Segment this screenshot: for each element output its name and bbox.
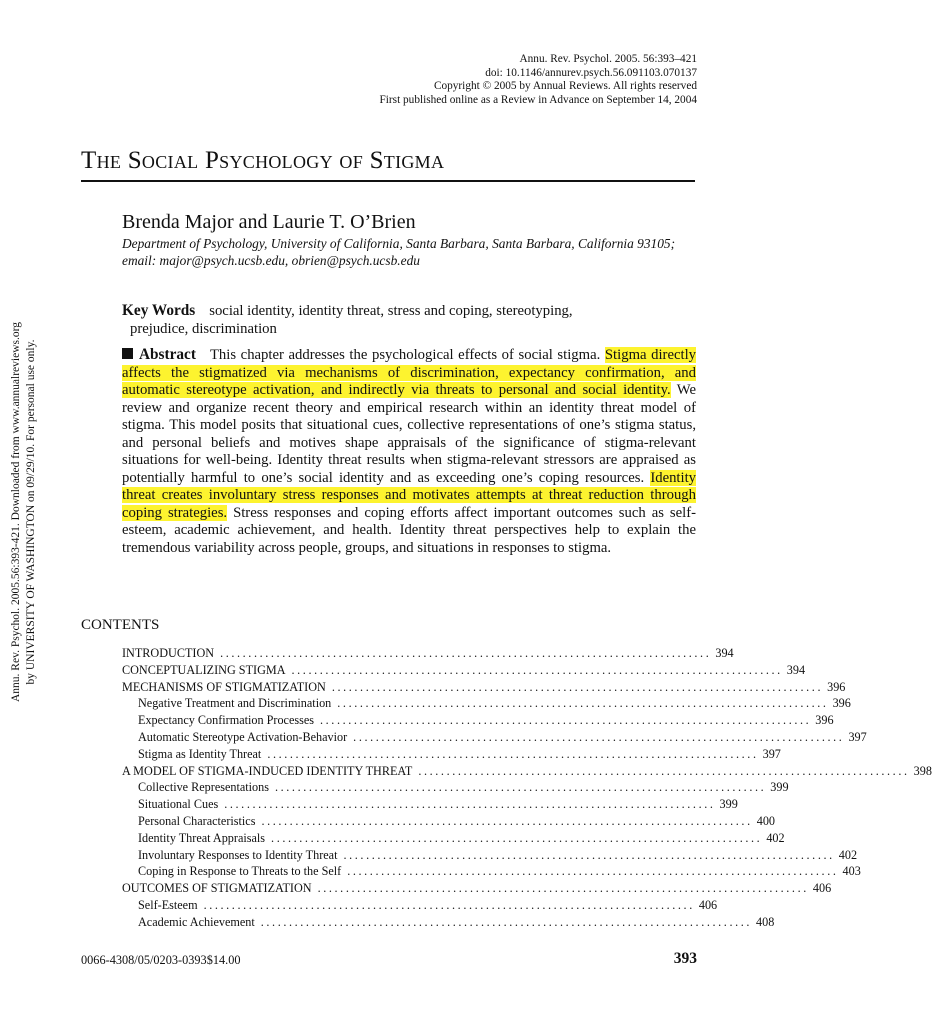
abstract-highlight-1: Stigma directly affects the stigmatized via mechanisms of discrimination, expectancy confirmation, and automatic stereotype activation, and indirectly via threats to personal and social identity. xyxy=(122,347,696,398)
keywords-label: Key Words xyxy=(122,302,196,319)
toc-entry[interactable] xyxy=(122,679,846,696)
copyright-line: Copyright © 2005 by Annual Reviews. All rights reserved xyxy=(433,80,697,93)
toc-entry-page: 398 xyxy=(913,763,932,778)
toc-entry-page: 396 xyxy=(815,713,834,728)
toc-entry-page: 406 xyxy=(812,881,832,896)
toc-entry-page: 396 xyxy=(827,679,846,694)
toc-entry-title: Academic Achievement xyxy=(138,914,255,929)
toc-entry-title: Personal Characteristics xyxy=(138,813,256,828)
toc-subentry[interactable] xyxy=(122,796,738,813)
toc-entry-title: MECHANISMS OF STIGMATIZATION xyxy=(122,679,326,694)
abstract-block xyxy=(122,346,696,557)
toc-leader-dots: ....................................................................................... xyxy=(343,847,835,862)
toc-subentry[interactable] xyxy=(122,897,718,914)
toc-leader-dots: ....................................................................................... xyxy=(317,881,809,896)
download-notice-line-2: by UNIVERSITY OF WASHINGTON on 09/29/10. For personal use only. xyxy=(25,339,37,685)
toc-entry-page: 399 xyxy=(770,780,789,795)
author-names: Brenda Major and Laurie T. O’Brien xyxy=(122,211,416,233)
toc-leader-dots: ....................................................................................... xyxy=(267,746,759,761)
toc-entry-page: 402 xyxy=(838,847,858,862)
table-of-contents xyxy=(122,645,932,931)
toc-leader-dots: ....................................................................................... xyxy=(271,830,763,845)
keywords-line-1: social identity, identity threat, stress and coping, stereotyping, xyxy=(209,303,573,319)
toc-leader-dots: ....................................................................................... xyxy=(261,813,753,828)
toc-entry-page: 403 xyxy=(842,864,861,879)
contents-heading: CONTENTS xyxy=(81,617,160,633)
toc-entry[interactable] xyxy=(122,645,734,662)
abstract-text-2: We review and organize recent theory and empirical research within an identity threat model of stigma. This model posits that situational cues, collective representations of one’s stigma status, and personal beliefs and motives shape appraisals of the significance of stigma-relevant situations for well-being. Identity threat results when stigma-relevant stressors are appraised as potentially harmful to one’s social identity and as exceeding one’s coping resources. xyxy=(122,382,696,486)
toc-leader-dots: ....................................................................................... xyxy=(291,662,783,677)
abstract-text-3: Stress responses and coping efforts affect important outcomes such as self-esteem, academic achievement, and health. Identity threat perspectives help to explain the tremendous variability across people, groups, and situations in responses to stigma. xyxy=(122,504,696,556)
toc-entry-title: INTRODUCTION xyxy=(122,646,215,660)
toc-entry-title: Self-Esteem xyxy=(138,897,198,912)
journal-line: Annu. Rev. Psychol. 2005. 56:393–421 xyxy=(519,53,697,65)
title-rule xyxy=(81,180,695,182)
download-notice-line-1: Annu. Rev. Psychol. 2005.56:393-421. Downloaded from www.annualreviews.org xyxy=(10,322,22,702)
toc-entry-title: CONCEPTUALIZING STIGMA xyxy=(122,662,286,677)
download-notice xyxy=(1,302,47,722)
toc-leader-dots: ....................................................................................... xyxy=(320,713,812,728)
toc-subentry[interactable] xyxy=(122,830,785,847)
toc-subentry[interactable] xyxy=(122,863,861,880)
toc-entry-title: Situational Cues xyxy=(138,797,219,812)
toc-entry-title: Collective Representations xyxy=(138,780,269,795)
toc-entry-title: Identity Threat Appraisals xyxy=(138,830,266,845)
toc-entry-page: 396 xyxy=(832,696,851,711)
toc-entry-title: OUTCOMES OF STIGMATIZATION xyxy=(122,881,312,896)
abstract-text-1: This chapter addresses the psychological effects of social stigma. xyxy=(209,347,601,363)
toc-leader-dots: ....................................................................................... xyxy=(353,729,845,744)
toc-entry-title: Involuntary Responses to Identity Threat xyxy=(138,847,338,862)
toc-entry-title: Stigma as Identity Threat xyxy=(138,746,262,761)
toc-leader-dots: ....................................................................................... xyxy=(337,696,829,711)
toc-entry[interactable] xyxy=(122,763,932,780)
journal-citation-block xyxy=(277,53,697,107)
toc-subentry[interactable] xyxy=(122,813,775,830)
published-line: First published online as a Review in Advance on September 14, 2004 xyxy=(379,93,697,106)
toc-entry-page: 397 xyxy=(848,729,867,744)
abstract-highlight-2: Identity threat creates involuntary stress responses and motivates attempts at threat reduction through coping strategies. xyxy=(122,469,697,521)
keywords-line-2: prejudice, discrimination xyxy=(130,320,277,337)
toc-entry-page: 402 xyxy=(766,830,785,845)
toc-entry-title: A MODEL OF STIGMA-INDUCED IDENTITY THREAT xyxy=(122,763,413,778)
toc-entry-title: Expectancy Confirmation Processes xyxy=(138,713,314,728)
abstract-square-bullet xyxy=(122,348,133,359)
toc-entry-page: 397 xyxy=(762,746,781,761)
toc-leader-dots: ....................................................................................... xyxy=(274,780,767,795)
toc-subentry[interactable] xyxy=(122,746,781,763)
page-number: 393 xyxy=(673,950,697,967)
toc-leader-dots: ....................................................................................... xyxy=(203,897,695,912)
toc-leader-dots: ....................................................................................... xyxy=(418,763,910,778)
article-title: The Social Psychology of Stigma xyxy=(81,147,445,174)
toc-subentry[interactable] xyxy=(122,729,867,746)
toc-subentry[interactable] xyxy=(122,695,851,712)
toc-leader-dots: ....................................................................................... xyxy=(331,679,824,694)
toc-entry-page: 394 xyxy=(786,662,806,677)
toc-entry-title: Coping in Response to Threats to the Self xyxy=(138,864,342,879)
author-affiliation: Department of Psychology, University of California, Santa Barbara, Santa Barbara, California 93105; email: major@psych.ucsb.edu, obrien@psych.ucsb.edu xyxy=(122,236,676,268)
toc-leader-dots: ....................................................................................... xyxy=(224,797,716,812)
doi-line: doi: 10.1146/annurev.psych.56.091103.070137 xyxy=(485,66,697,79)
toc-subentry[interactable] xyxy=(122,847,858,864)
toc-entry-page: 399 xyxy=(719,797,738,812)
toc-entry-page: 400 xyxy=(756,813,775,828)
footer-price-code: 0066-4308/05/0203-0393$14.00 xyxy=(81,953,241,967)
toc-entry-title: Automatic Stereotype Activation-Behavior xyxy=(138,729,348,744)
toc-entry-page: 406 xyxy=(698,897,718,912)
toc-leader-dots: ....................................................................................... xyxy=(220,646,712,660)
abstract-label: Abstract xyxy=(139,346,196,363)
toc-leader-dots: ....................................................................................... xyxy=(347,864,839,879)
toc-entry[interactable] xyxy=(122,880,832,897)
toc-leader-dots: ....................................................................................... xyxy=(260,914,753,929)
toc-subentry[interactable] xyxy=(122,914,775,931)
keywords-block xyxy=(122,302,696,338)
toc-subentry[interactable] xyxy=(122,779,789,796)
toc-entry[interactable] xyxy=(122,662,806,679)
toc-subentry[interactable] xyxy=(122,712,834,729)
toc-entry-page: 408 xyxy=(756,914,775,929)
toc-entry-title: Negative Treatment and Discrimination xyxy=(138,696,332,711)
toc-entry-page: 394 xyxy=(715,646,734,660)
